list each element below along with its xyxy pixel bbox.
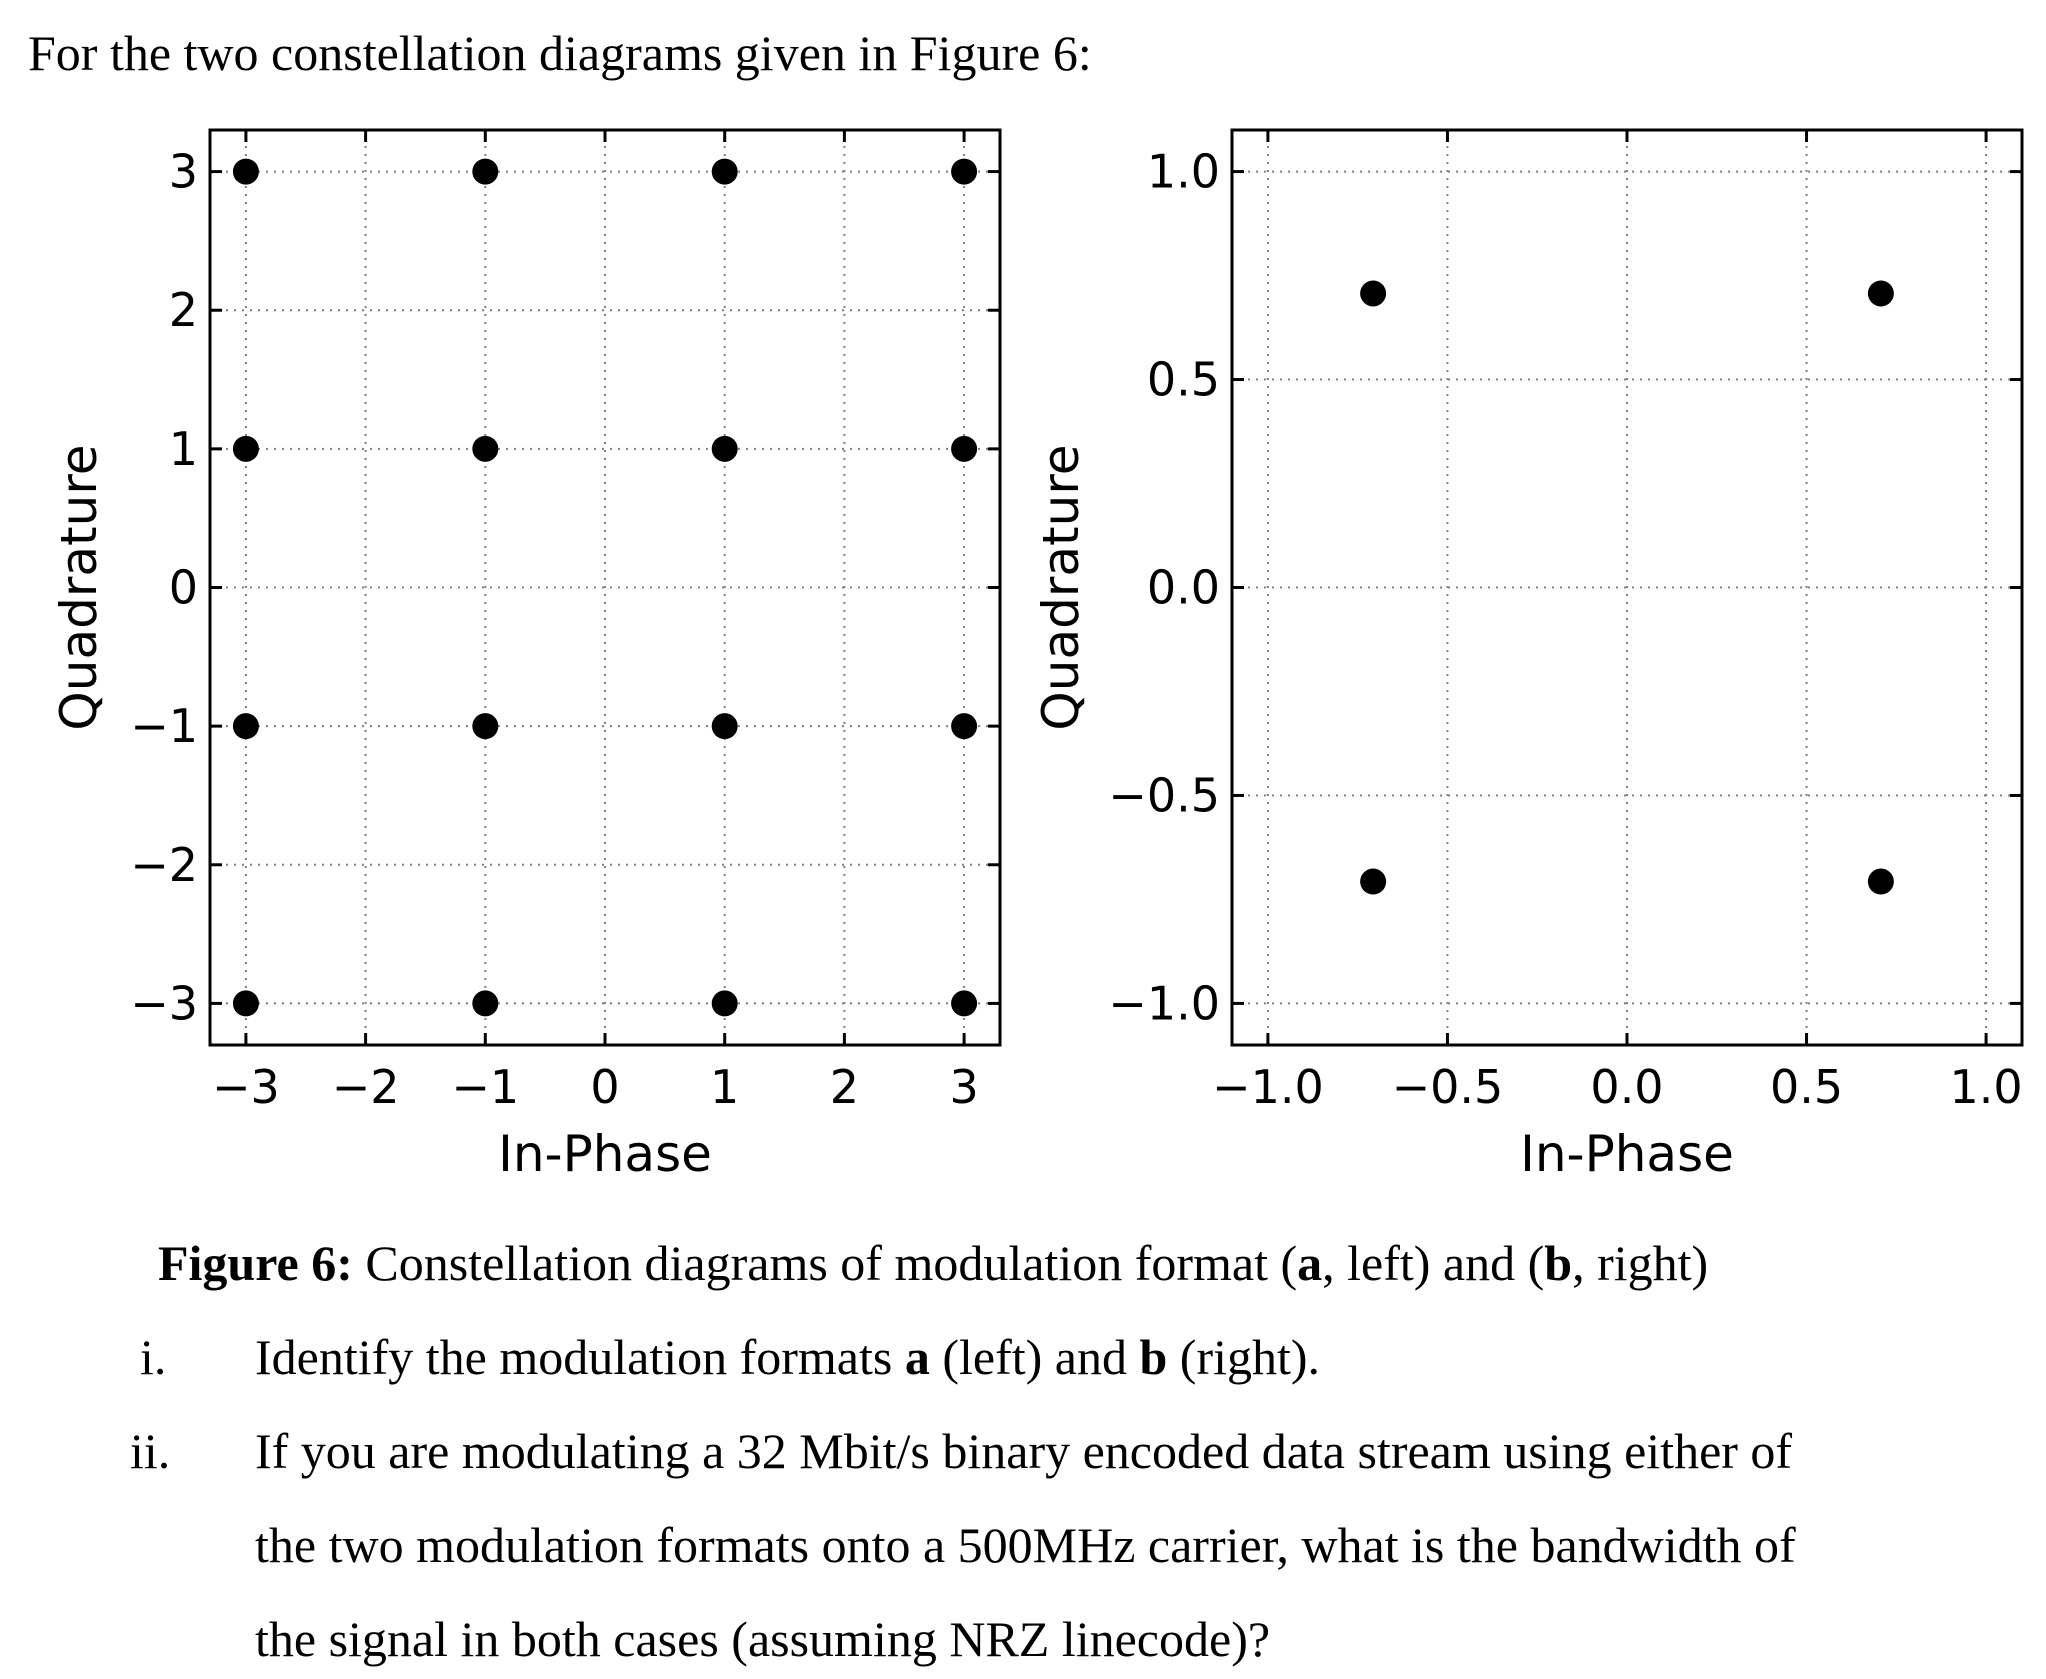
question-1-text: Identify the modulation formats a (left) and b (right).: [255, 1329, 1321, 1385]
chart-b-ytick-label: 0.5: [1146, 352, 1220, 407]
chart-a-xlabel: In-Phase: [498, 1125, 712, 1183]
chart-a-constellation-point: [951, 990, 977, 1016]
chart-b-ylabel: Quadrature: [1032, 444, 1090, 731]
caption-a: a: [1297, 1235, 1323, 1291]
figure-caption: [158, 1228, 1708, 1298]
chart-a-constellation-point: [472, 159, 498, 185]
chart-b-constellation-point: [1360, 280, 1386, 306]
chart-b-constellation-point: [1868, 280, 1894, 306]
chart-a-ytick-label: −2: [130, 837, 198, 892]
chart-b-xtick-label: −0.5: [1391, 1060, 1504, 1114]
intro-text: For the two constellation diagrams given in Figure 6:: [28, 25, 1092, 81]
chart-a-ytick-label: −3: [130, 976, 198, 1031]
chart-a-xtick-label: 0: [590, 1060, 620, 1114]
chart-a-constellation-point: [233, 713, 259, 739]
chart-b-xlabel: In-Phase: [1520, 1125, 1734, 1183]
chart-a-constellation-point: [233, 436, 259, 462]
chart-b-constellation-point: [1360, 869, 1386, 895]
chart-b-xtick-label: 0.5: [1769, 1060, 1844, 1114]
chart-b-xtick-label: −1.0: [1212, 1060, 1324, 1114]
chart-a-xtick-label: −1: [451, 1060, 520, 1114]
question-1-number: i.: [140, 1329, 167, 1385]
chart-a-xtick-label: 1: [710, 1060, 740, 1114]
chart-a-constellation-point: [472, 436, 498, 462]
caption-text-2: , left) and (: [1322, 1235, 1545, 1291]
chart-b-xtick-label: 1.0: [1949, 1060, 2023, 1114]
chart-a-xtick-label: 3: [949, 1060, 979, 1114]
chart-a-constellation-point: [712, 990, 738, 1016]
chart-a-constellation-point: [951, 159, 977, 185]
question-2-line-1: If you are modulating a 32 Mbit/s binary encoded data stream using either of: [255, 1423, 1793, 1479]
question-2-line-3: the signal in both cases (assuming NRZ linecode)?: [255, 1611, 1271, 1667]
chart-b-ytick-label: 0.0: [1146, 560, 1220, 615]
chart-a-ytick-label: −1: [130, 699, 198, 754]
chart-a-xtick-label: −2: [331, 1060, 400, 1114]
chart-a-constellation-point: [233, 159, 259, 185]
chart-a-ylabel: Quadrature: [50, 444, 108, 731]
chart-a-xtick-label: 2: [829, 1060, 860, 1114]
chart-b-ytick-label: −1.0: [1108, 976, 1220, 1031]
caption-b: b: [1544, 1235, 1573, 1291]
question-2-number: ii.: [130, 1423, 171, 1479]
chart-a-constellation-point: [712, 713, 738, 739]
question-2-line-2: the two modulation formats onto a 500MHz carrier, what is the bandwidth of: [255, 1517, 1796, 1573]
chart-a-ytick-label: 1: [168, 421, 198, 476]
chart-b-ytick-label: −0.5: [1108, 768, 1220, 823]
chart-a-ytick-label: 3: [168, 144, 198, 199]
chart-a-xtick-label: −3: [212, 1060, 280, 1114]
chart-b-constellation-point: [1868, 869, 1894, 895]
chart-a-ytick-label: 2: [168, 283, 198, 338]
caption-text-1: Constellation diagrams of modulation format (: [352, 1235, 1298, 1291]
chart-b-xtick-label: 0.0: [1590, 1060, 1664, 1114]
chart-a-constellation-point: [472, 990, 498, 1016]
caption-label: Figure 6:: [158, 1235, 353, 1291]
chart-b-ytick-label: 1.0: [1146, 144, 1220, 199]
chart-a-constellation-point: [951, 713, 977, 739]
chart-a-ytick-label: 0: [168, 560, 198, 615]
caption-text-3: , right): [1572, 1235, 1709, 1291]
chart-a-constellation-point: [233, 990, 259, 1016]
chart-a-constellation-point: [712, 159, 738, 185]
chart-a-constellation-point: [951, 436, 977, 462]
chart-a-constellation-point: [712, 436, 738, 462]
chart-a-constellation-point: [472, 713, 498, 739]
